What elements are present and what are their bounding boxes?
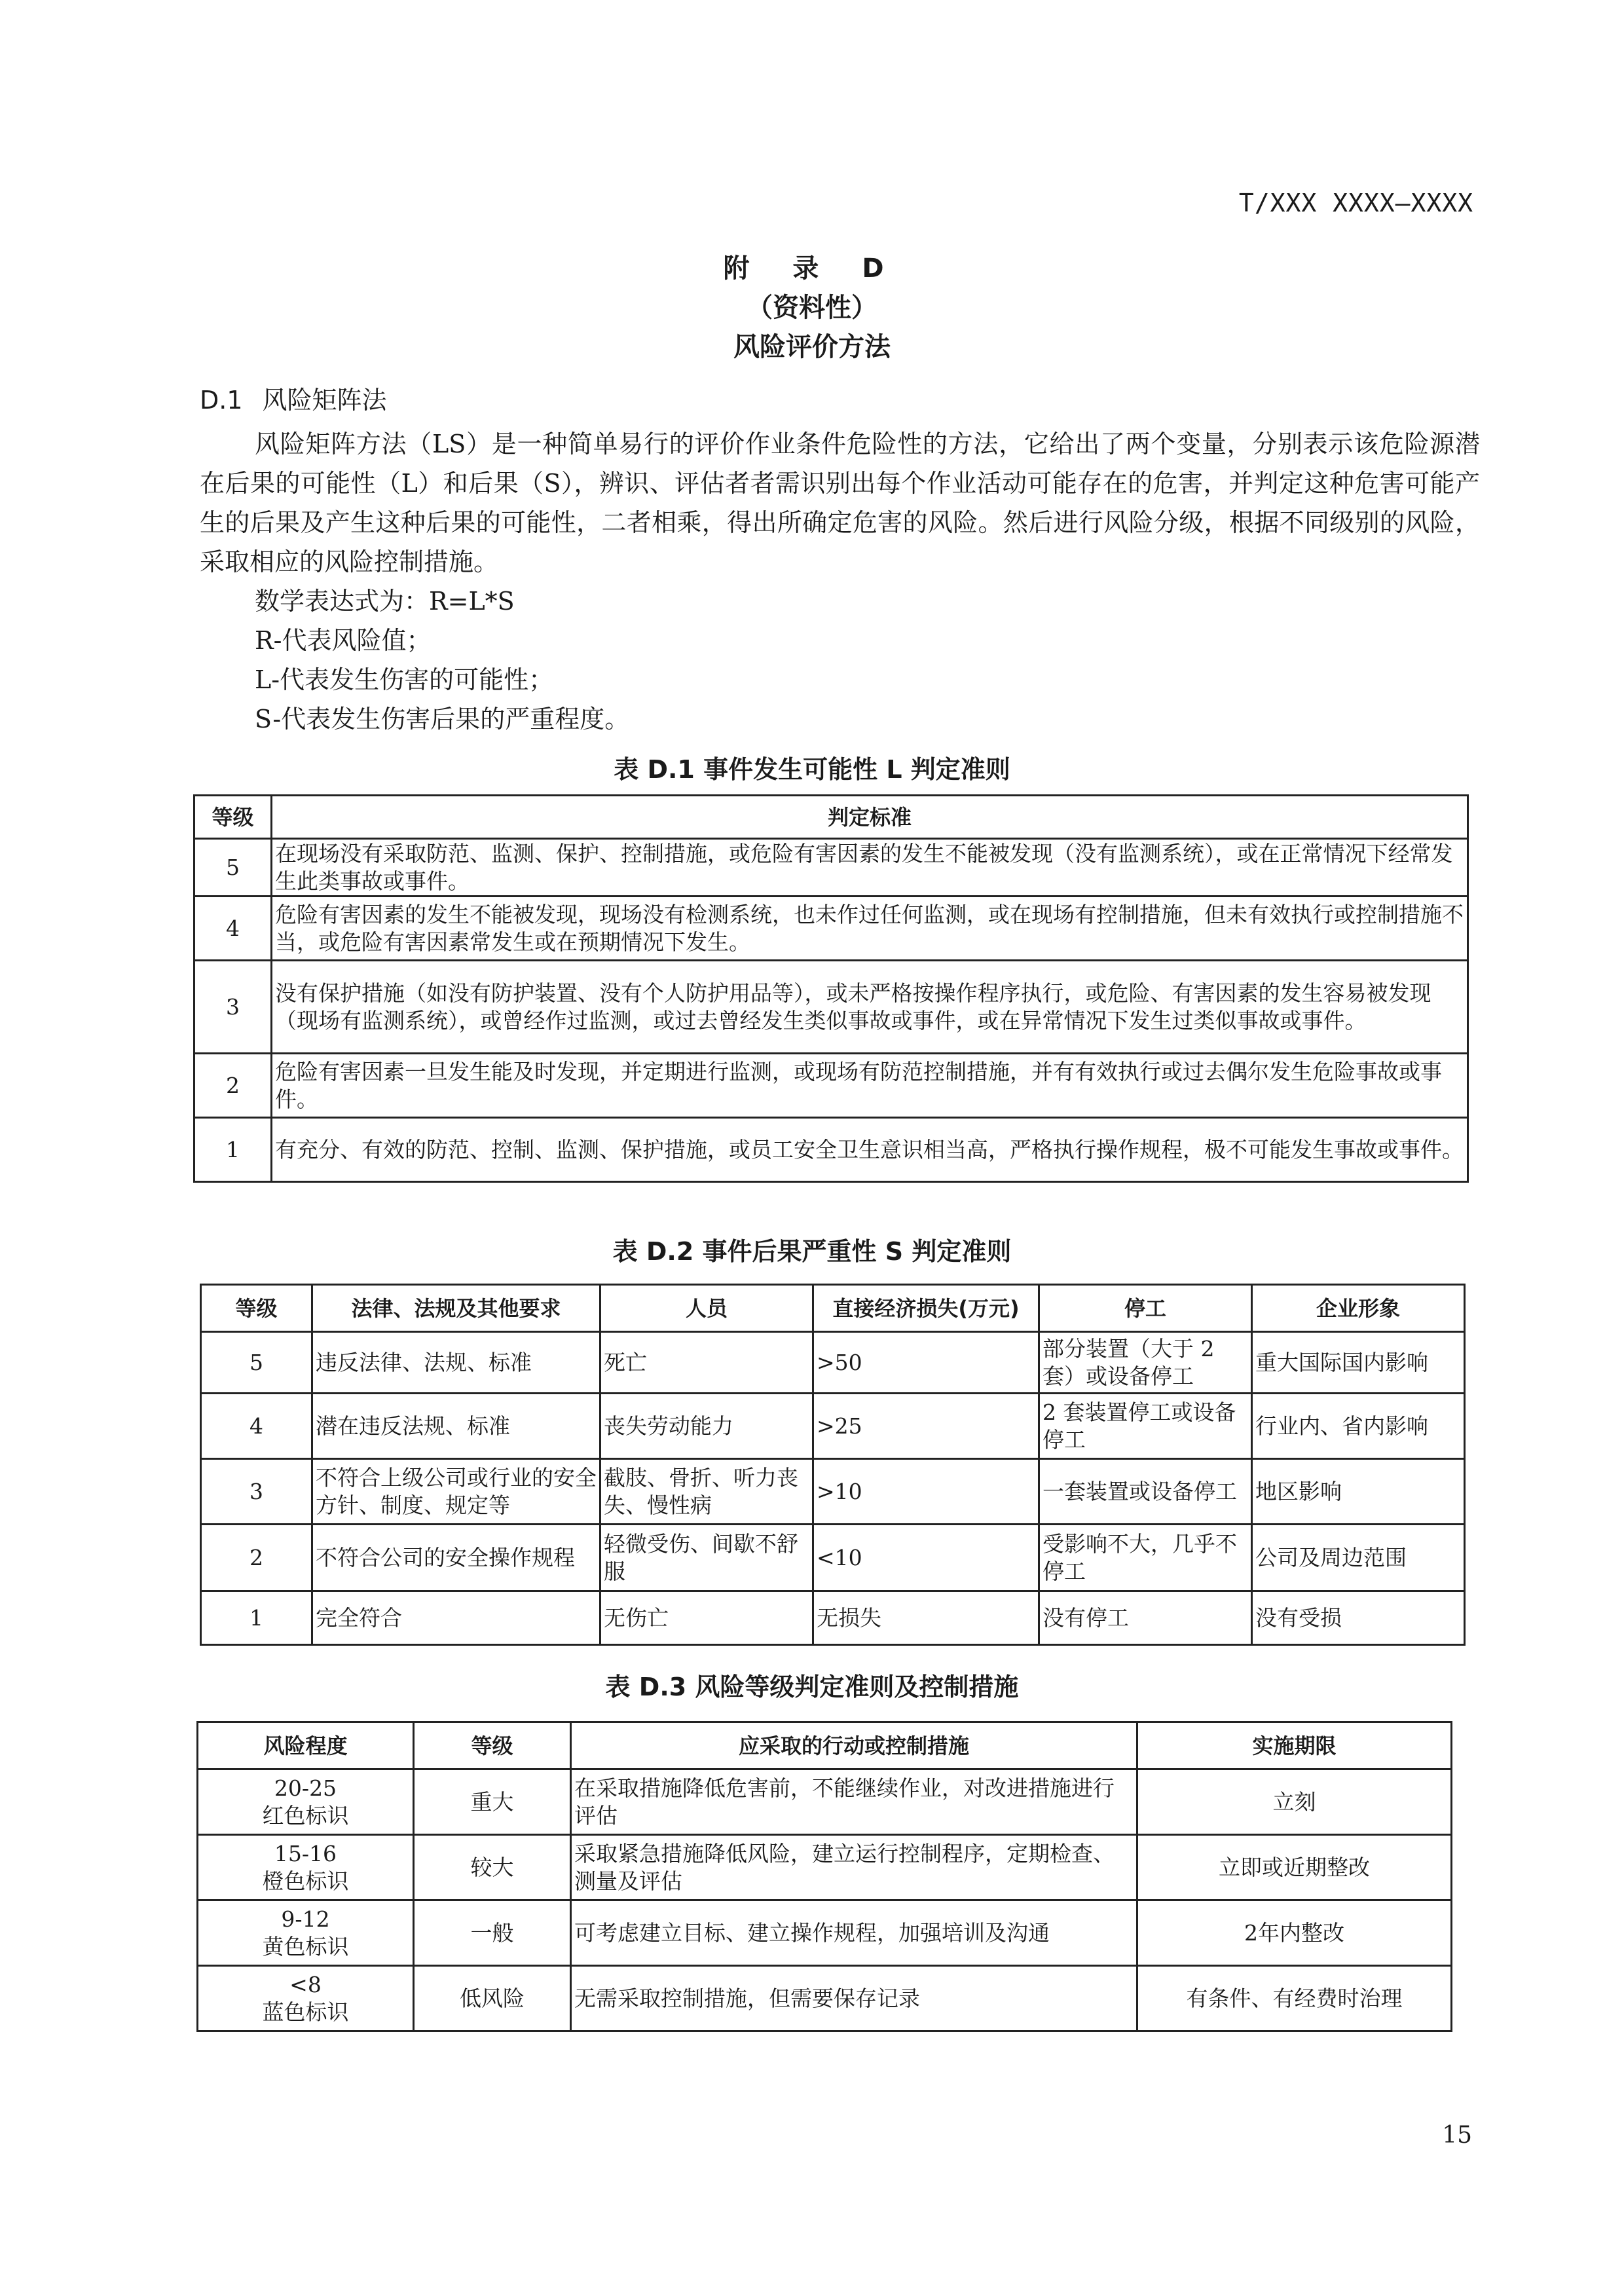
table2-severity xyxy=(200,1284,1466,1646)
table1-criteria: 在现场没有采取防范、监测、保护、控制措施，或危险有害因素的发生不能被发现（没有监测系统），或在正常情况下经常发生此类事故或事件。 xyxy=(272,839,1468,897)
table-row xyxy=(201,1525,1465,1591)
table1-criteria: 危险有害因素一旦发生能及时发现，并定期进行监测，或现场有防范控制措施，并有有效执行或过去偶尔发生危险事故或事件。 xyxy=(272,1054,1468,1118)
table3-header-degree: 风险程度 xyxy=(198,1722,414,1769)
table-row xyxy=(201,1332,1465,1394)
table3-score-range: 15-16 xyxy=(274,1840,337,1866)
table2-law: 不符合公司的安全操作规程 xyxy=(312,1525,600,1591)
table1-level: 4 xyxy=(194,897,272,961)
table2-caption: 表 D.2 事件后果严重性 S 判定准则 xyxy=(612,1237,1012,1266)
table-row xyxy=(198,1966,1452,2031)
table3-color-label: 黄色标识 xyxy=(262,1933,349,1959)
section-title: 风险矩阵法 xyxy=(262,386,387,415)
table2-shutdown: 受影响不大，几乎不停工 xyxy=(1039,1525,1252,1591)
table2-level: 2 xyxy=(201,1525,312,1591)
table3-color-label: 橙色标识 xyxy=(262,1868,349,1894)
table2-image: 行业内、省内影响 xyxy=(1252,1394,1465,1459)
section-number: D.1 xyxy=(200,386,243,415)
table2-loss: <10 xyxy=(813,1525,1039,1591)
table3-degree xyxy=(198,1835,414,1900)
table2-personnel: 轻微受伤、间歇不舒服 xyxy=(600,1525,813,1591)
appendix-title: 附 录 D xyxy=(723,253,901,284)
table2-personnel: 无伤亡 xyxy=(600,1591,813,1645)
table-row xyxy=(201,1394,1465,1459)
section-heading xyxy=(200,380,387,416)
table1-criteria: 危险有害因素的发生不能被发现，现场没有检测系统，也未作过任何监测，或在现场有控制措施，但未有效执行或控制措施不当，或危险有害因素常发生或在预期情况下发生。 xyxy=(272,897,1468,961)
table2-shutdown: 部分装置（大于 2 套）或设备停工 xyxy=(1039,1332,1252,1394)
intro-paragraph: 风险矩阵方法（LS）是一种简单易行的评价作业条件危险性的方法，它给出了两个变量，分别表示该危险源潜在后果的可能性（L）和后果（S），辨识、评估者者需识别出每个作业活动可能存在的危害，并判定这种危害可能产生的后果及产生这种后果的可能性，二者相乘，得出所确定危害的风险。然后进行风险分级，根据不同级别的风险，采取相应的风险控制措施。 xyxy=(200,430,1480,576)
table2-loss: >10 xyxy=(813,1459,1039,1525)
table2-personnel: 死亡 xyxy=(600,1332,813,1394)
table3-level: 低风险 xyxy=(414,1966,571,2031)
table3-degree xyxy=(198,1900,414,1966)
table3-level: 一般 xyxy=(414,1900,571,1966)
table2-law: 不符合上级公司或行业的安全方针、制度、规定等 xyxy=(312,1459,600,1525)
table2-image: 地区影响 xyxy=(1252,1459,1465,1525)
table2-loss: >50 xyxy=(813,1332,1039,1394)
table2-image: 公司及周边范围 xyxy=(1252,1525,1465,1591)
table3-header-measures: 应采取的行动或控制措施 xyxy=(571,1722,1137,1769)
table2-loss: >25 xyxy=(813,1394,1039,1459)
table3-level: 较大 xyxy=(414,1835,571,1900)
table2-personnel: 丧失劳动能力 xyxy=(600,1394,813,1459)
appendix-heading xyxy=(0,249,1624,367)
table3-color-label: 红色标识 xyxy=(262,1802,349,1828)
table2-loss: 无损失 xyxy=(813,1591,1039,1645)
table3-header-level: 等级 xyxy=(414,1722,571,1769)
table2-header-image: 企业形象 xyxy=(1252,1285,1465,1332)
appendix-subject: 风险评价方法 xyxy=(733,332,891,362)
table2-personnel: 截肢、骨折、听力丧失、慢性病 xyxy=(600,1459,813,1525)
formula-line: 数学表达式为：R=L*S xyxy=(255,587,515,616)
table3-measures: 在采取措施降低危害前，不能继续作业，对改进措施进行评估 xyxy=(571,1769,1137,1835)
table2-level: 4 xyxy=(201,1394,312,1459)
table1-header-level: 等级 xyxy=(194,796,272,839)
table3-deadline: 立刻 xyxy=(1137,1769,1452,1835)
table3-level: 重大 xyxy=(414,1769,571,1835)
table2-header-loss: 直接经济损失(万元) xyxy=(813,1285,1039,1332)
table3-degree xyxy=(198,1769,414,1835)
table1-level: 1 xyxy=(194,1118,272,1182)
table3-measures: 无需采取控制措施，但需要保存记录 xyxy=(571,1966,1137,2031)
table2-header-shutdown: 停工 xyxy=(1039,1285,1252,1332)
table-row xyxy=(198,1769,1452,1835)
table-row xyxy=(194,839,1468,897)
table2-image: 重大国际国内影响 xyxy=(1252,1332,1465,1394)
table3-deadline: 2年内整改 xyxy=(1137,1900,1452,1966)
table-row xyxy=(201,1459,1465,1525)
table3-deadline: 有条件、有经费时治理 xyxy=(1137,1966,1452,2031)
definition-l: L-代表发生伤害的可能性； xyxy=(255,665,554,694)
table2-header-law: 法律、法规及其他要求 xyxy=(312,1285,600,1332)
table3-score-range: 20-25 xyxy=(274,1775,337,1801)
appendix-nature: （资料性） xyxy=(747,293,877,323)
table1-caption: 表 D.1 事件发生可能性 L 判定准则 xyxy=(614,755,1010,784)
table2-image: 没有受损 xyxy=(1252,1591,1465,1645)
table3-score-range: <8 xyxy=(289,1971,322,1997)
table-row xyxy=(194,1118,1468,1182)
table2-law: 违反法律、法规、标准 xyxy=(312,1332,600,1394)
table-row xyxy=(198,1900,1452,1966)
definition-r: R-代表风险值； xyxy=(255,626,432,655)
table2-level: 1 xyxy=(201,1591,312,1645)
table1-criteria: 有充分、有效的防范、控制、监测、保护措施，或员工安全卫生意识相当高，严格执行操作规程，极不可能发生事故或事件。 xyxy=(272,1118,1468,1182)
body-text xyxy=(200,424,1480,739)
table-row xyxy=(198,1835,1452,1900)
table3-score-range: 9-12 xyxy=(281,1906,330,1932)
table1-level: 2 xyxy=(194,1054,272,1118)
table2-header-personnel: 人员 xyxy=(600,1285,813,1332)
table3-measures: 采取紧急措施降低风险，建立运行控制程序，定期检查、测量及评估 xyxy=(571,1835,1137,1900)
table2-shutdown: 一套装置或设备停工 xyxy=(1039,1459,1252,1525)
definition-s: S-代表发生伤害后果的严重程度。 xyxy=(255,705,630,733)
table2-shutdown: 没有停工 xyxy=(1039,1591,1252,1645)
table1-header-criteria: 判定标准 xyxy=(272,796,1468,839)
table2-level: 5 xyxy=(201,1332,312,1394)
table-row xyxy=(194,897,1468,961)
table2-header-level: 等级 xyxy=(201,1285,312,1332)
table2-law: 完全符合 xyxy=(312,1591,600,1645)
table3-header-deadline: 实施期限 xyxy=(1137,1722,1452,1769)
table1-level: 5 xyxy=(194,839,272,897)
table1-likelihood xyxy=(193,794,1469,1183)
table2-level: 3 xyxy=(201,1459,312,1525)
table1-criteria: 没有保护措施（如没有防护装置、没有个人防护用品等），或未严格按操作程序执行，或危险、有害因素的发生容易被发现（现场有监测系统），或曾经作过监测，或过去曾经发生类似事故或事件，或在异常情况下发生过类似事故或事件。 xyxy=(272,961,1468,1054)
table3-color-label: 蓝色标识 xyxy=(262,1999,349,2025)
table3-measures: 可考虑建立目标、建立操作规程，加强培训及沟通 xyxy=(571,1900,1137,1966)
table3-caption: 表 D.3 风险等级判定准则及控制措施 xyxy=(605,1673,1019,1701)
table3-degree xyxy=(198,1966,414,2031)
document-code: T/XXX XXXX—XXXX xyxy=(1238,189,1473,217)
table1-level: 3 xyxy=(194,961,272,1054)
table2-law: 潜在违反法规、标准 xyxy=(312,1394,600,1459)
table-row xyxy=(194,961,1468,1054)
page-number: 15 xyxy=(1442,2122,1472,2149)
table2-shutdown: 2 套装置停工或设备停工 xyxy=(1039,1394,1252,1459)
table3-risk-level xyxy=(196,1721,1452,2032)
table3-deadline: 立即或近期整改 xyxy=(1137,1835,1452,1900)
table-row xyxy=(194,1054,1468,1118)
table-row xyxy=(201,1591,1465,1645)
